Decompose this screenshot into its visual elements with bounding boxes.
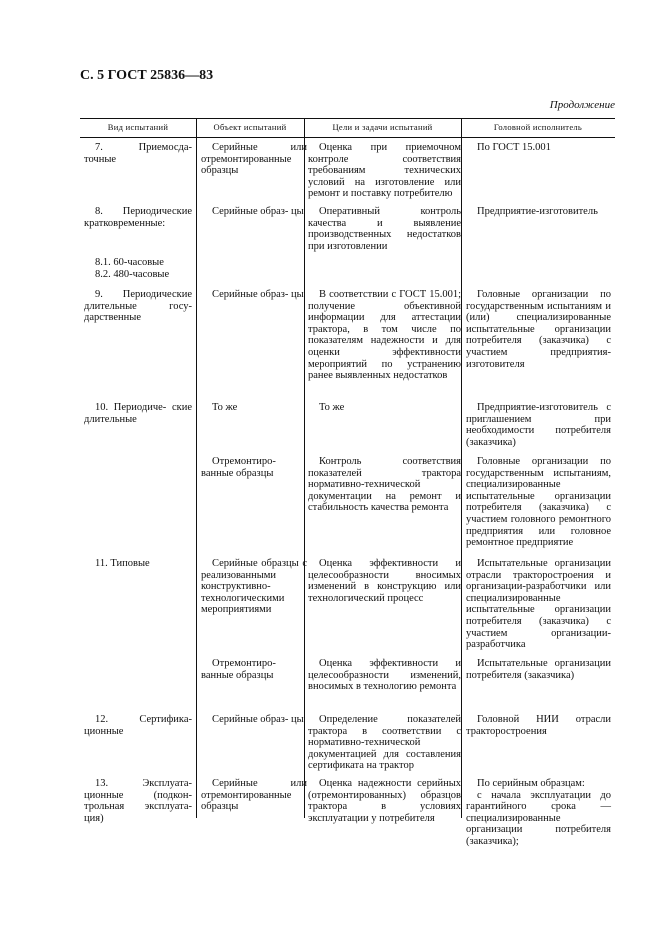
cell-object: Серийные или отремонтированные образцы	[201, 778, 307, 813]
page-title: С. 5 ГОСТ 25836—83	[80, 68, 214, 83]
cell-executor: Головные организации по государственным испытаниям, специализированные испытательные организации потребителя (заказчика) с участием головного ремонтного предприятия или головное ремонтное предприятие	[466, 456, 611, 549]
cell-object: Серийные или отремонтированные образцы	[201, 142, 307, 177]
cell-goal: Оценка эффективности и целесообразности изменений, вносимых в технологию ремонта	[308, 658, 461, 693]
cell-object: Серийные образ- цы	[212, 206, 304, 217]
table-header-rule	[80, 137, 615, 138]
cell-goal: Определение показателей трактора в соответствии с нормативно-технической документацией для составления сертификата на трактор	[308, 714, 461, 772]
cell-goal: В соответствии с ГОСТ 15.001; получение объективной информации для аттестации трактора, в том числе по показателям надежности и для оценки эффективности мероприятий по устранению ранее выявленных недостатков	[308, 289, 461, 382]
sub-item: 8.1. 60-часовые	[95, 257, 164, 269]
cell-kind: 8. Периодические кратковременные: 8.1. 60-часовые 8.2. 480-часовые	[84, 206, 192, 280]
cell-kind: 13. Эксплуата- ционные (подкон- трольная эксплуата- ция)	[84, 778, 192, 824]
column-header-goal: Цели и задачи испытаний	[332, 122, 433, 132]
sub-item: 8.2. 480-часовые	[95, 268, 170, 280]
column-header-kind: Вид испытаний	[107, 122, 169, 132]
cell-kind: 10. Периодиче- ские длительные	[84, 402, 192, 425]
cell-object: Серийные образ- цы	[212, 714, 304, 725]
cell-executor: По серийным образцам: с начала эксплуатации до гарантийного срока — специализированные организации потребителя (заказчика);	[466, 778, 611, 847]
cell-object: То же	[212, 402, 238, 413]
cell-kind: 9. Периодические длительные госу- дарственные	[84, 289, 192, 324]
cell-executor: Головной НИИ отрасли тракторостроения	[466, 714, 611, 737]
cell-goal: Контроль соответствия показателей трактора нормативно-технической документации на ремонт и стабильность качества ремонта	[308, 456, 461, 514]
cell-executor: Испытательные организации потребителя (заказчика)	[466, 658, 611, 681]
cell-object: Серийные образ- цы	[212, 289, 304, 300]
column-divider	[196, 118, 197, 818]
cell-goal: Оценка эффективности и целесообразности вносимых изменений в конструкцию или технологический процесс	[308, 558, 461, 604]
cell-goal: Оценка надежности серийных (отремонтированных) образцов трактора в условиях эксплуатации у потребителя	[308, 778, 461, 824]
cell-object: Серийные образцы с реализованными конструктивно-технологическими мероприятиями	[201, 558, 307, 616]
cell-kind: 11. Типовые	[95, 558, 150, 569]
cell-kind: 7. Приемосда- точные	[84, 142, 192, 165]
cell-goal: То же	[319, 402, 345, 413]
cell-executor: Предприятие-изготовитель	[477, 206, 598, 217]
cell-executor: По ГОСТ 15.001	[477, 142, 551, 153]
cell-executor: Головные организации по государственным испытаниям и (или) специализированные испытательные организации потребителя (заказчика) с участием предприятия-изготовителя	[466, 289, 611, 370]
cell-goal: Оценка при приемочном контроле соответствия требованиям технических условий на изготовление или ремонт и поставку потребителю	[308, 142, 461, 200]
column-header-object: Объект испытаний	[213, 122, 287, 132]
cell-executor: Предприятие-изготовитель с приглашением при необходимости потребителя (заказчика)	[466, 402, 611, 448]
cell-object: Отремонтиро- ванные образцы	[201, 658, 276, 681]
column-divider	[461, 118, 462, 818]
cell-kind: 12. Сертифика- ционные	[84, 714, 192, 737]
column-header-executor: Головной исполнитель	[493, 122, 583, 132]
cell-goal: Оперативный контроль качества и выявление производственных недостатков при изготовлении	[308, 206, 461, 252]
cell-object: Отремонтиро- ванные образцы	[201, 456, 276, 479]
cell-executor: Испытательные организации отрасли тракторостроения и организации-разработчики или специализированные испытательные организации потребителя (заказчика) с участием организации-разработчика	[466, 558, 611, 651]
continuation-label: Продолжение	[549, 99, 615, 111]
table-top-rule	[80, 118, 615, 119]
